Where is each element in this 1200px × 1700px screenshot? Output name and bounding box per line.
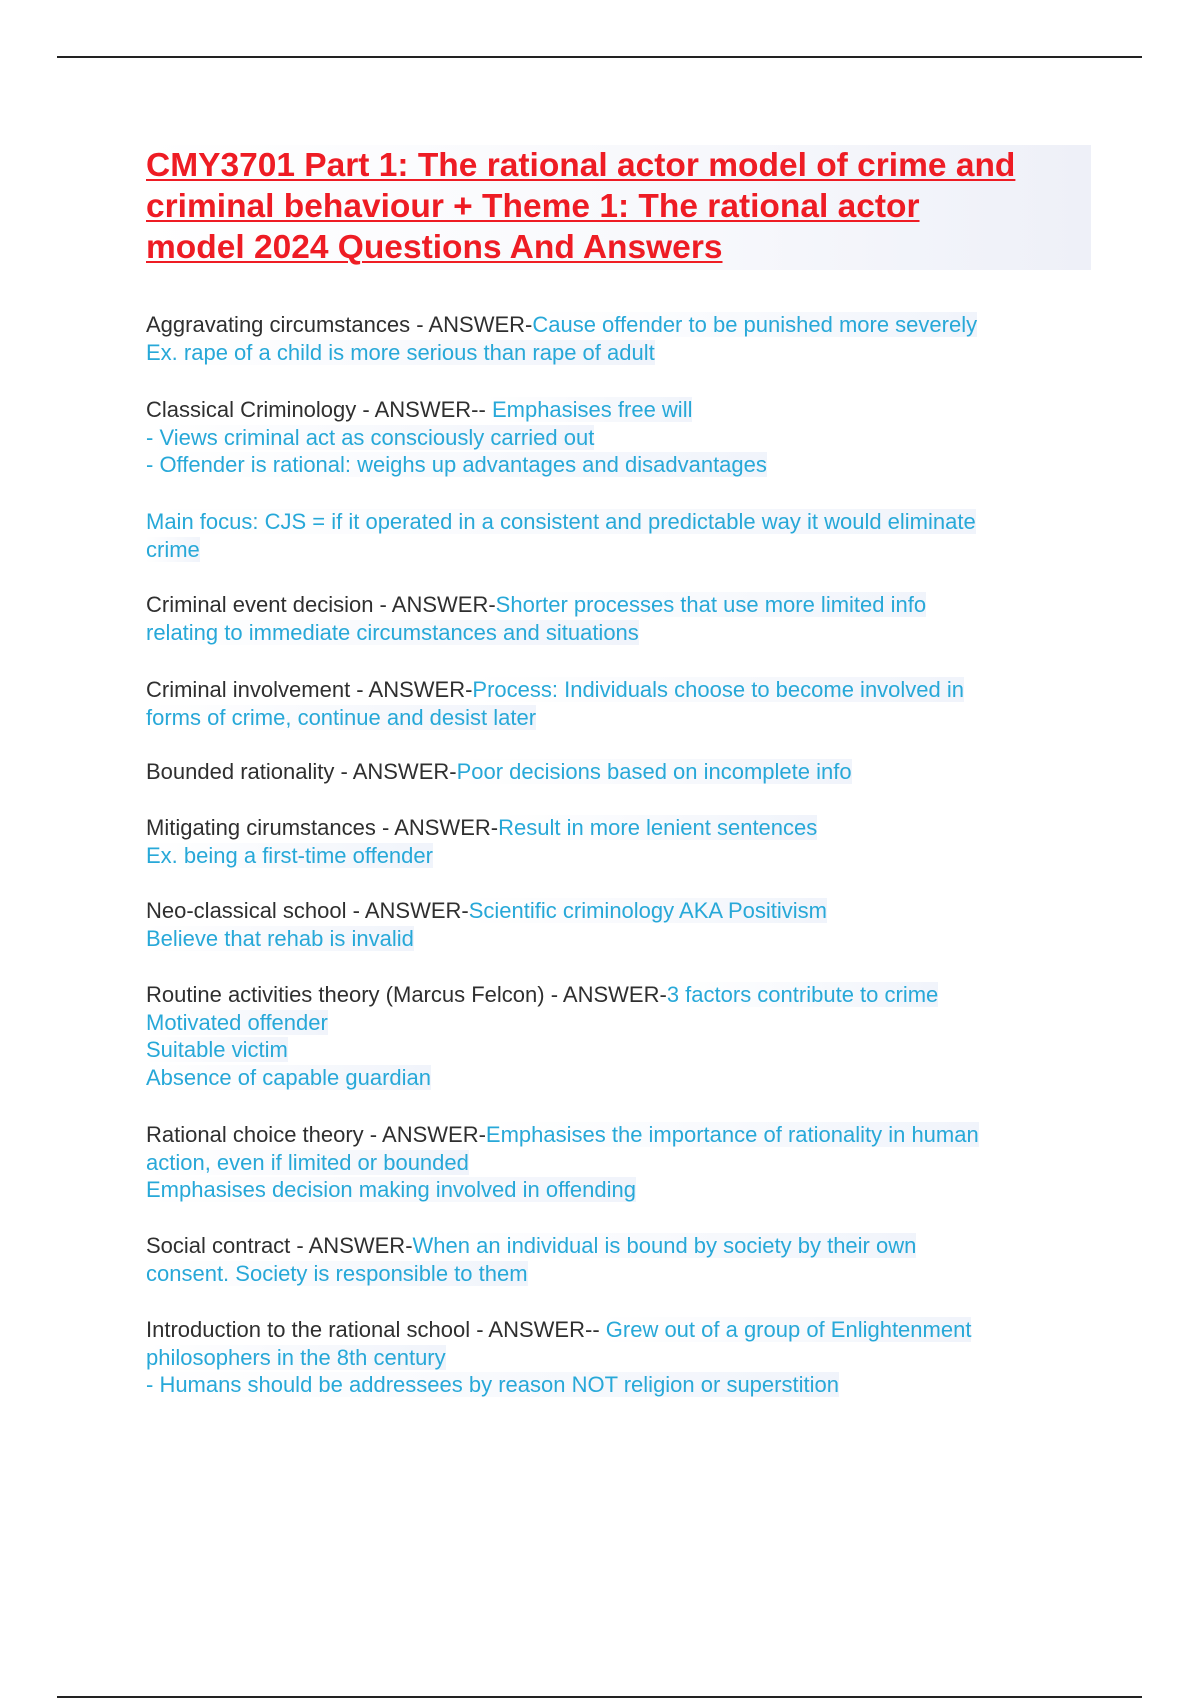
qa-entry-introduction-rational-school	[146, 1316, 1076, 1399]
header-rule	[57, 56, 1142, 58]
entry-question: Social contract - ANSWER-	[146, 1233, 413, 1258]
entry-answer-line: - Views criminal act as consciously carried out	[146, 424, 595, 450]
entry-answer: Grew out of a group of Enlightenment	[599, 1317, 972, 1342]
entry-answer-line: Motivated offender	[146, 1009, 328, 1035]
entry-question: Criminal involvement - ANSWER-	[146, 677, 473, 702]
entry-answer-line: Absence of capable guardian	[146, 1064, 431, 1090]
entry-question: Criminal event decision - ANSWER-	[146, 592, 496, 617]
entry-answer: 3 factors contribute to crime	[666, 982, 939, 1007]
entry-answer-line: Main focus: CJS = if it operated in a consistent and predictable way it would eliminate	[146, 509, 976, 534]
entry-answer: Poor decisions based on incomplete info	[456, 759, 852, 784]
entry-answer-line: Ex. being a first-time offender	[146, 842, 433, 868]
entry-answer: Shorter processes that use more limited info	[495, 592, 927, 617]
document-title	[146, 145, 1096, 268]
entry-answer-line: Emphasises decision making involved in offending	[146, 1177, 636, 1203]
title-line-2: criminal behaviour + Theme 1: The rational actor	[146, 188, 920, 225]
entry-question: Aggravating circumstances - ANSWER-	[146, 312, 533, 337]
qa-entry-aggravating-circumstances	[146, 311, 1076, 366]
title-line-1: CMY3701 Part 1: The rational actor model of crime and	[146, 147, 1016, 184]
entry-answer-line: Ex. rape of a child is more serious than rape of adult	[146, 339, 655, 365]
entry-answer-line: relating to immediate circumstances and situations	[146, 619, 639, 645]
entry-question: Routine activities theory (Marcus Felcon) - ANSWER-	[146, 982, 667, 1007]
entry-answer: Process: Individuals choose to become involved in	[472, 677, 965, 702]
entry-answer: When an individual is bound by society by their own	[412, 1233, 917, 1258]
entry-answer-line: Suitable victim	[146, 1037, 288, 1063]
qa-entry-mitigating-circumstances	[146, 814, 1076, 869]
qa-entry-criminal-event-decision	[146, 591, 1076, 646]
entry-answer: Emphasises free will	[485, 397, 693, 422]
qa-entry-routine-activities-theory	[146, 981, 1076, 1091]
entry-answer-line: crime	[146, 536, 200, 562]
entry-answer: Cause offender to be punished more severely	[532, 312, 978, 337]
entry-question: Mitigating cirumstances - ANSWER-	[146, 815, 499, 840]
entry-question: Rational choice theory - ANSWER-	[146, 1122, 486, 1147]
qa-entry-classical-criminology	[146, 396, 1076, 479]
entry-answer-line: action, even if limited or bounded	[146, 1149, 469, 1175]
entry-question: Introduction to the rational school - ANSWER--	[146, 1317, 600, 1342]
qa-entry-neo-classical-school	[146, 897, 1076, 952]
entry-answer-line: Believe that rehab is invalid	[146, 925, 414, 951]
qa-entry-main-focus	[146, 508, 1076, 563]
qa-entry-rational-choice-theory	[146, 1121, 1076, 1204]
title-line-3: model 2024 Questions And Answers	[146, 229, 723, 266]
qa-entry-criminal-involvement	[146, 676, 1076, 731]
entry-question: Classical Criminology - ANSWER--	[146, 397, 486, 422]
entry-answer-line: - Offender is rational: weighs up advantages and disadvantages	[146, 452, 767, 478]
qa-entry-social-contract	[146, 1232, 1076, 1287]
entry-answer: Emphasises the importance of rationality in human	[485, 1122, 979, 1147]
footer-rule	[57, 1696, 1142, 1698]
entry-question: Bounded rationality - ANSWER-	[146, 759, 457, 784]
entry-answer-line: consent. Society is responsible to them	[146, 1260, 528, 1286]
entry-question: Neo-classical school - ANSWER-	[146, 898, 469, 923]
entry-answer: Scientific criminology AKA Positivism	[468, 898, 827, 923]
entry-answer-line: forms of crime, continue and desist later	[146, 704, 537, 730]
entry-answer: Result in more lenient sentences	[498, 815, 818, 840]
entry-answer-line: philosophers in the 8th century	[146, 1344, 446, 1370]
entry-answer-line: - Humans should be addressees by reason NOT religion or superstition	[146, 1372, 839, 1398]
qa-entry-bounded-rationality	[146, 758, 1076, 786]
